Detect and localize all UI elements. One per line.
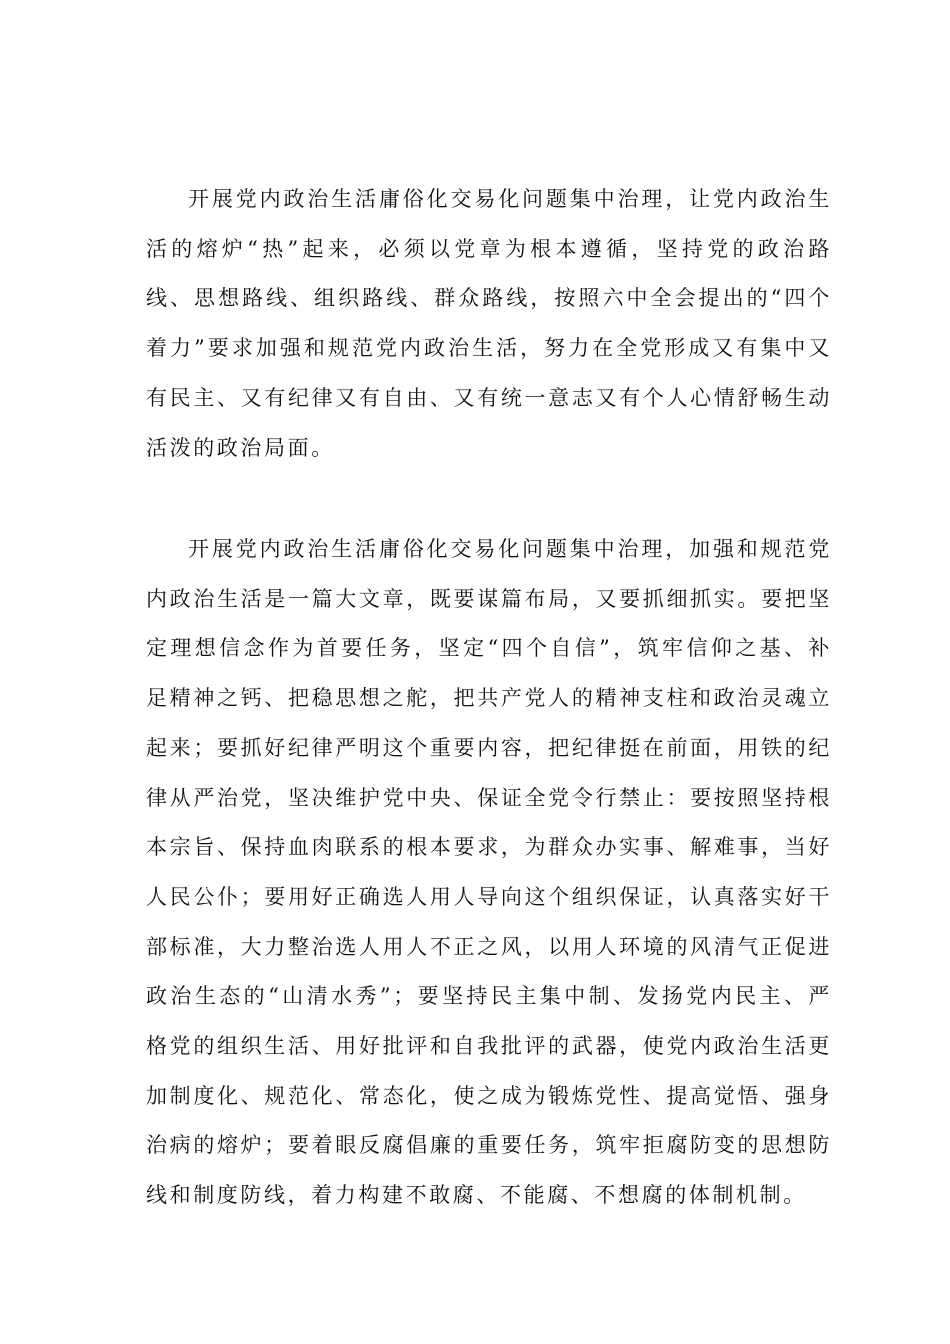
paragraph-1: 开展党内政治生活庸俗化交易化问题集中治理，让党内政治生活的熔炉“热”起来，必须以党章为根本遵循，坚持党的政治路线、思想路线、组织路线、群众路线，按照六中全会提出的“四个着力”要求加强和规范党内政治生活，努力在全党形成又有集中又有民主、又有纪律又有自由、又有统一意志又有个人心情舒畅生动活泼的政治局面。 — [146, 187, 832, 460]
paragraph-2: 开展党内政治生活庸俗化交易化问题集中治理，加强和规范党内政治生活是一篇大文章，既要谋篇布局，又要抓细抓实。要把坚定理想信念作为首要任务，坚定“四个自信”，筑牢信仰之基、补足精神之钙、把稳思想之舵，把共产党人的精神支柱和政治灵魂立起来；要抓好纪律严明这个重要内容，把纪律挺在前面，用铁的纪律从严治党，坚决维护党中央、保证全党令行禁止：要按照坚持根本宗旨、保持血肉联系的根本要求，为群众办实事、解难事，当好人民公仆；要用好正确选人用人导向这个组织保证，认真落实好干部标准，大力整治选人用人不正之风，以用人环境的风清气正促进政治生态的“山清水秀”；要坚持民主集中制、发扬党内民主、严格党的组织生活、用好批评和自我批评的武器，使党内政治生活更加制度化、规范化、常态化，使之成为锻炼党性、提高觉悟、强身治病的熔炉；要着眼反腐倡廉的重要任务，筑牢拒腐防变的思想防线和制度防线，着力构建不敢腐、不能腐、不想腐的体制机制。 — [146, 537, 832, 1208]
